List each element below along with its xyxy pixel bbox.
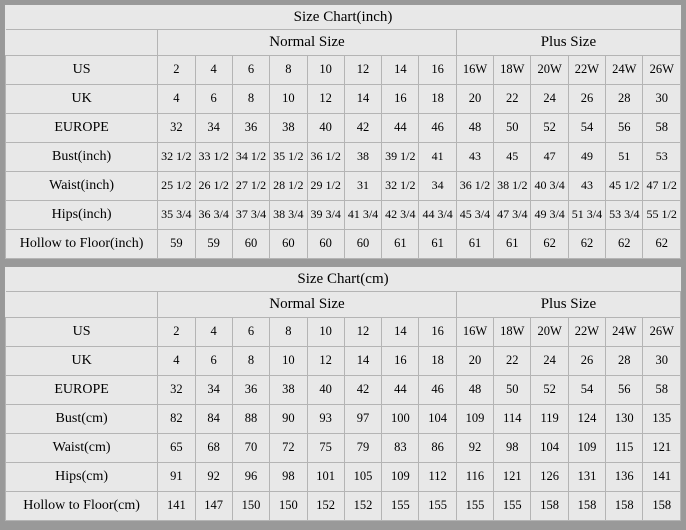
cell: 6 [195, 85, 232, 114]
cell: 59 [195, 230, 232, 259]
cell: 24W [606, 318, 643, 347]
row-label-waist: Waist(inch) [6, 172, 158, 201]
cell: 59 [158, 230, 195, 259]
cell: 97 [344, 405, 381, 434]
table-row [6, 143, 681, 172]
table-row [6, 376, 681, 405]
row-label-us: US [6, 56, 158, 85]
cell: 141 [158, 492, 195, 521]
cell: 152 [307, 492, 344, 521]
cell: 12 [307, 85, 344, 114]
cell: 14 [344, 347, 381, 376]
cell: 32 [158, 376, 195, 405]
row-label-waist: Waist(cm) [6, 434, 158, 463]
cell: 45 3/4 [456, 201, 493, 230]
cell: 34 [419, 172, 456, 201]
cell: 60 [270, 230, 307, 259]
cell: 60 [307, 230, 344, 259]
cell: 44 [382, 376, 419, 405]
cell: 75 [307, 434, 344, 463]
cell: 50 [494, 114, 531, 143]
cell: 16 [382, 347, 419, 376]
cell: 62 [643, 230, 681, 259]
cell: 32 [158, 114, 195, 143]
cell: 22W [568, 318, 605, 347]
table-row [6, 201, 681, 230]
cell: 39 1/2 [382, 143, 419, 172]
cell: 98 [494, 434, 531, 463]
cell: 50 [494, 376, 531, 405]
cell: 28 [606, 85, 643, 114]
cell: 121 [643, 434, 681, 463]
cell: 36 [232, 376, 269, 405]
cell: 38 [344, 143, 381, 172]
table-row [6, 114, 681, 143]
cell: 10 [307, 56, 344, 85]
cell: 39 3/4 [307, 201, 344, 230]
cell: 131 [568, 463, 605, 492]
cell: 92 [456, 434, 493, 463]
cell: 26 [568, 347, 605, 376]
cell: 124 [568, 405, 605, 434]
cell: 2 [158, 318, 195, 347]
cell: 62 [568, 230, 605, 259]
cell: 16 [382, 85, 419, 114]
cell: 38 [270, 114, 307, 143]
cell: 53 3/4 [606, 201, 643, 230]
cell: 37 3/4 [232, 201, 269, 230]
corner-cell [6, 30, 158, 56]
cell: 8 [270, 318, 307, 347]
cell: 101 [307, 463, 344, 492]
cell: 126 [531, 463, 568, 492]
cell: 150 [232, 492, 269, 521]
page-title-cm: Size Chart(cm) [6, 267, 681, 292]
cell: 42 [344, 114, 381, 143]
cell: 83 [382, 434, 419, 463]
group-normal-size: Normal Size [158, 292, 457, 318]
cell: 158 [568, 492, 605, 521]
table-row [6, 347, 681, 376]
cell: 56 [606, 376, 643, 405]
cell: 12 [307, 347, 344, 376]
cell: 92 [195, 463, 232, 492]
cell: 18W [494, 318, 531, 347]
cell: 62 [531, 230, 568, 259]
cell: 2 [158, 56, 195, 85]
cell: 36 3/4 [195, 201, 232, 230]
cell: 96 [232, 463, 269, 492]
row-label-us: US [6, 318, 158, 347]
cell: 104 [531, 434, 568, 463]
cell: 30 [643, 85, 681, 114]
cell: 155 [494, 492, 531, 521]
cell: 121 [494, 463, 531, 492]
cell: 10 [307, 318, 344, 347]
cell: 65 [158, 434, 195, 463]
cell: 70 [232, 434, 269, 463]
cell: 100 [382, 405, 419, 434]
row-label-uk: UK [6, 347, 158, 376]
cell: 4 [158, 347, 195, 376]
cell: 48 [456, 376, 493, 405]
cell: 47 [531, 143, 568, 172]
group-header-row [6, 30, 681, 56]
cell: 26 [568, 85, 605, 114]
table-row [6, 463, 681, 492]
cell: 16 [419, 56, 456, 85]
cell: 112 [419, 463, 456, 492]
cell: 6 [232, 56, 269, 85]
cell: 86 [419, 434, 456, 463]
cell: 36 1/2 [307, 143, 344, 172]
cell: 45 1/2 [606, 172, 643, 201]
corner-cell [6, 292, 158, 318]
cell: 40 [307, 114, 344, 143]
group-normal-size: Normal Size [158, 30, 457, 56]
cell: 41 3/4 [344, 201, 381, 230]
cell: 109 [382, 463, 419, 492]
cell: 55 1/2 [643, 201, 681, 230]
size-chart-cm [4, 266, 682, 522]
cell: 4 [158, 85, 195, 114]
cell: 33 1/2 [195, 143, 232, 172]
cell: 72 [270, 434, 307, 463]
cell: 29 1/2 [307, 172, 344, 201]
cell: 20W [531, 318, 568, 347]
chart-title-row [6, 267, 681, 292]
cell: 88 [232, 405, 269, 434]
cell: 93 [307, 405, 344, 434]
cell: 56 [606, 114, 643, 143]
row-label-europe: EUROPE [6, 376, 158, 405]
cell: 90 [270, 405, 307, 434]
cell: 4 [195, 318, 232, 347]
cell: 8 [232, 85, 269, 114]
cell: 6 [195, 347, 232, 376]
cell: 10 [270, 85, 307, 114]
cell: 114 [494, 405, 531, 434]
cell: 54 [568, 376, 605, 405]
cell: 49 3/4 [531, 201, 568, 230]
cell: 10 [270, 347, 307, 376]
cell: 45 [494, 143, 531, 172]
size-chart-inch-table [5, 5, 681, 259]
cell: 36 1/2 [456, 172, 493, 201]
cell: 46 [419, 114, 456, 143]
cell: 91 [158, 463, 195, 492]
cell: 61 [382, 230, 419, 259]
cell: 158 [643, 492, 681, 521]
cell: 158 [606, 492, 643, 521]
cell: 38 3/4 [270, 201, 307, 230]
cell: 46 [419, 376, 456, 405]
cell: 16W [456, 318, 493, 347]
cell: 82 [158, 405, 195, 434]
cell: 28 1/2 [270, 172, 307, 201]
row-label-bust: Bust(inch) [6, 143, 158, 172]
cell: 32 1/2 [158, 143, 195, 172]
cell: 58 [643, 376, 681, 405]
cell: 47 3/4 [494, 201, 531, 230]
row-label-hips: Hips(inch) [6, 201, 158, 230]
cell: 47 1/2 [643, 172, 681, 201]
cell: 53 [643, 143, 681, 172]
cell: 135 [643, 405, 681, 434]
cell: 61 [456, 230, 493, 259]
cell: 18 [419, 85, 456, 114]
table-row [6, 434, 681, 463]
cell: 18W [494, 56, 531, 85]
cell: 36 [232, 114, 269, 143]
cell: 61 [494, 230, 531, 259]
cell: 84 [195, 405, 232, 434]
cell: 22W [568, 56, 605, 85]
cell: 22 [494, 85, 531, 114]
row-label-hollow-to-floor: Hollow to Floor(inch) [6, 230, 158, 259]
row-label-uk: UK [6, 85, 158, 114]
group-plus-size: Plus Size [456, 292, 680, 318]
cell: 35 1/2 [270, 143, 307, 172]
cell: 12 [344, 56, 381, 85]
cell: 61 [419, 230, 456, 259]
cell: 62 [606, 230, 643, 259]
cell: 34 1/2 [232, 143, 269, 172]
cell: 58 [643, 114, 681, 143]
cell: 79 [344, 434, 381, 463]
cell: 20W [531, 56, 568, 85]
cell: 26 1/2 [195, 172, 232, 201]
cell: 52 [531, 114, 568, 143]
cell: 34 [195, 114, 232, 143]
group-plus-size: Plus Size [456, 30, 680, 56]
cell: 24 [531, 85, 568, 114]
cell: 34 [195, 376, 232, 405]
chart-title-row [6, 5, 681, 30]
cell: 60 [232, 230, 269, 259]
cell: 54 [568, 114, 605, 143]
cell: 42 [344, 376, 381, 405]
cell: 6 [232, 318, 269, 347]
cell: 38 1/2 [494, 172, 531, 201]
cell: 25 1/2 [158, 172, 195, 201]
size-chart-inch [4, 4, 682, 260]
cell: 116 [456, 463, 493, 492]
cell: 43 [568, 172, 605, 201]
table-row [6, 405, 681, 434]
cell: 20 [456, 347, 493, 376]
cell: 136 [606, 463, 643, 492]
row-label-europe: EUROPE [6, 114, 158, 143]
table-row [6, 230, 681, 259]
cell: 16 [419, 318, 456, 347]
table-row [6, 56, 681, 85]
cell: 155 [382, 492, 419, 521]
cell: 35 3/4 [158, 201, 195, 230]
cell: 14 [382, 318, 419, 347]
cell: 155 [456, 492, 493, 521]
cell: 40 [307, 376, 344, 405]
size-chart-cm-table [5, 267, 681, 521]
cell: 152 [344, 492, 381, 521]
cell: 115 [606, 434, 643, 463]
row-label-hollow-to-floor: Hollow to Floor(cm) [6, 492, 158, 521]
cell: 26W [643, 56, 681, 85]
cell: 27 1/2 [232, 172, 269, 201]
cell: 8 [232, 347, 269, 376]
cell: 16W [456, 56, 493, 85]
cell: 109 [568, 434, 605, 463]
cell: 38 [270, 376, 307, 405]
cell: 130 [606, 405, 643, 434]
cell: 109 [456, 405, 493, 434]
cell: 141 [643, 463, 681, 492]
group-header-row [6, 292, 681, 318]
cell: 12 [344, 318, 381, 347]
cell: 8 [270, 56, 307, 85]
cell: 98 [270, 463, 307, 492]
table-row [6, 172, 681, 201]
cell: 4 [195, 56, 232, 85]
cell: 32 1/2 [382, 172, 419, 201]
cell: 49 [568, 143, 605, 172]
cell: 52 [531, 376, 568, 405]
cell: 150 [270, 492, 307, 521]
cell: 24W [606, 56, 643, 85]
cell: 14 [382, 56, 419, 85]
cell: 40 3/4 [531, 172, 568, 201]
table-row [6, 492, 681, 521]
cell: 51 3/4 [568, 201, 605, 230]
cell: 147 [195, 492, 232, 521]
cell: 155 [419, 492, 456, 521]
cell: 31 [344, 172, 381, 201]
table-row [6, 318, 681, 347]
cell: 30 [643, 347, 681, 376]
cell: 43 [456, 143, 493, 172]
cell: 20 [456, 85, 493, 114]
cell: 60 [344, 230, 381, 259]
row-label-bust: Bust(cm) [6, 405, 158, 434]
cell: 44 3/4 [419, 201, 456, 230]
cell: 158 [531, 492, 568, 521]
page-title: Size Chart(inch) [6, 5, 681, 30]
cell: 51 [606, 143, 643, 172]
cell: 48 [456, 114, 493, 143]
cell: 28 [606, 347, 643, 376]
cell: 42 3/4 [382, 201, 419, 230]
cell: 24 [531, 347, 568, 376]
table-row [6, 85, 681, 114]
cell: 104 [419, 405, 456, 434]
cell: 105 [344, 463, 381, 492]
cell: 41 [419, 143, 456, 172]
cell: 68 [195, 434, 232, 463]
cell: 14 [344, 85, 381, 114]
row-label-hips: Hips(cm) [6, 463, 158, 492]
cell: 22 [494, 347, 531, 376]
cell: 18 [419, 347, 456, 376]
cell: 26W [643, 318, 681, 347]
cell: 44 [382, 114, 419, 143]
cell: 119 [531, 405, 568, 434]
